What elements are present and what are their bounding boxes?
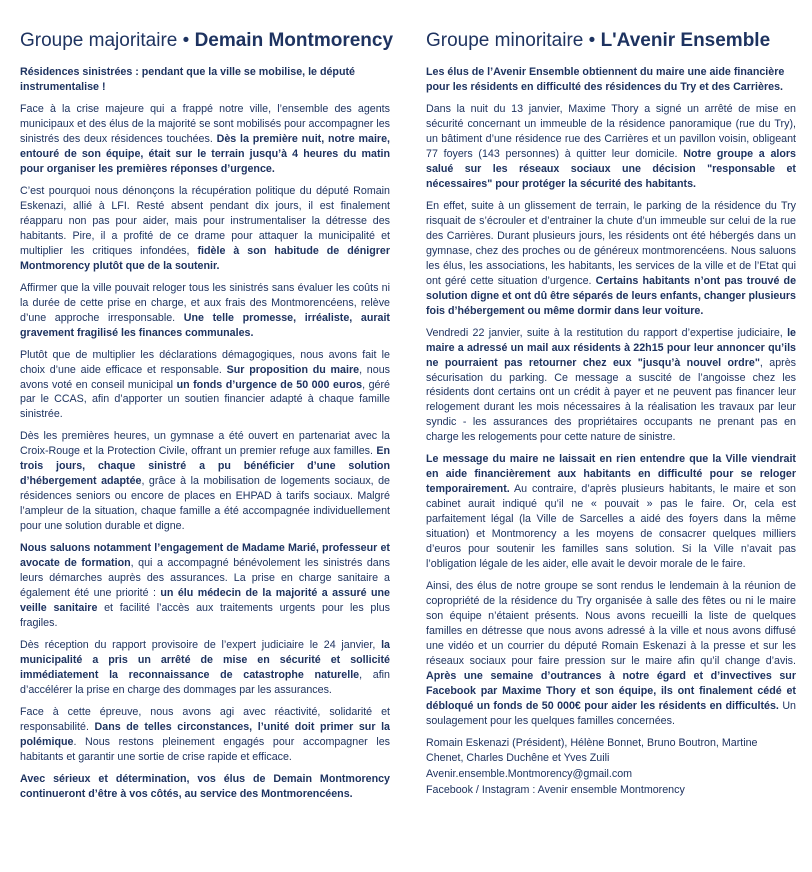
minority-paragraph-3: Vendredi 22 janvier, suite à la restitution du rapport d’expertise judiciaire, le maire a adressé un mail aux résidents à 22h15 pour leur annoncer qu’ils ne pourraient pas retourner chez eux "jusqu’à nouvel ordre", après sécurisation du parking. Ce message a suscité de l’angoisse chez les résidents dont certains ont un crédit à payer et ne peuvent pas financer leur relogement durant les mois nécessaires à la réalisation les travaux par leur syndic - les assurances des propriétaires occupants ne prenant pas en charge les relogements pour cette nature de sinistre. <box>426 326 796 444</box>
minority-paragraph-5: Ainsi, des élus de notre groupe se sont rendus le lendemain à la réunion de copropriété de la résidence du Try organisée à salle des fêtes ou ni le maire son équipe n’étaient présents. Nous avons recueilli la liste de quelques familles en détresse que nous avons adressé à la ville et nous avons diffusé une vidéo et un courrier du député Romain Eskenazi à la presse et sur les réseaux sociaux pour faire pression sur le maire afin qu’il change d’avis. Après une semaine d’outrances à notre égard et d’invectives sur Facebook par Maxime Thory et son équipe, ils ont finalement cédé et débloqué un fonds de 50 000€ pour aider les résidents en difficultés. Un soulagement pour les quelques familles concernées. <box>426 580 796 728</box>
majority-heading: Groupe majoritaire • Demain Montmorency <box>20 30 394 51</box>
majority-paragraph-3: Affirmer que la ville pouvait reloger tous les sinistrés sans évaluer les coûts ni la durée de cette prise en charge, et aux frais des Montmorencéens, relève d’une approche irresponsable. Une telle promesse, irréaliste, aurait gravement fragilisé les finances communales. <box>20 281 390 339</box>
majority-closing: Avec sérieux et détermination, vos élus de Demain Montmorency continueront d’être à vos côtés, au service des Montmorencéens. <box>20 773 390 801</box>
majority-paragraph-2: C’est pourquoi nous dénonçons la récupération politique du député Romain Eskenazi, allié à LFI. Resté absent pendant dix jours, il est finalement réapparu non pas pour aider, mais pour instrumentaliser la détresse des habitants. Pire, il a profité de ce drame pour attaquer la municipalité et multiplier les critiques infondées, fidèle à son habitude de dénigrer Montmorency plutôt que de la soutenir. <box>20 184 390 272</box>
minority-heading: Groupe minoritaire • L'Avenir Ensemble <box>426 30 771 51</box>
minority-group-name: L'Avenir Ensemble <box>600 30 771 51</box>
minority-paragraph-2: En effet, suite à un glissement de terrain, le parking de la résidence du Try risquait de s’écrouler et d’entrainer la chute d’un immeuble sur celui de la rue des Carrières. Durant plusieurs jours, les résidents ont été hébergés dans un gymnase, chez des proches ou de généreux montmorencéens. Nous saluons les élus, les associations, les habitants, les services de la ville et de l’Etat qui ont géré cette situation d’urgence. Certains habitants n’ont pas trouvé de solution digne et ont dû être séparés de leurs enfants, changer plusieurs fois d’hébergement ou même dormir dans leur voiture. <box>426 199 797 317</box>
majority-paragraph-5: Dès les premières heures, un gymnase a été ouvert en partenariat avec la Croix-Rouge et la Protection Civile, offrant un premier refuge aux familles. En trois jours, chaque sinistré a pu bénéficier d’une solution d’hébergement adaptée, grâce à la mobilisation de logements sociaux, de résidences seniors ou encore de places en EHPAD à tarifs sociaux. Malgré l’ampleur de la situation, chaque famille a été accompagnée individuellement pour une solution durable et digne. <box>20 430 390 533</box>
minority-paragraph-4: Le message du maire ne laissait en rien entendre que la Ville viendrait en aide financièrement aux habitants en difficulté pour se reloger temporairement. Au contraire, d’après plusieurs habitants, le maire et son cabinet aurait indiqué qu’il ne « pouvait » pas le faire. Or, cela est parfaitement légal (la Ville de Sarcelles a aidé des foyers dans la même situation) et Montmorency a les moyens de consacrer quelques milliers d’euros pour soutenir les familles sans solution. Si la Ville n’avait pas l’obligation légale de les aider, elle avait le devoir morale de le faire. <box>426 453 796 571</box>
majority-lead: Résidences sinistrées : pendant que la ville se mobilise, le député instrumentalise ! <box>20 65 355 93</box>
minority-paragraph-1: Dans la nuit du 13 janvier, Maxime Thory a signé un arrêté de mise en sécurité concernant un immeuble de la résidence panoramique (rue du Try), un bâtiment d’une résidence rue des Carrières et un pavillon voisin, obligeant 77 foyers (143 personnes) à quitter leur domicile. Notre groupe a alors salué sur les réseaux sociaux une décision "responsable et nécessaires" pour protéger la sécurité des habitants. <box>426 102 796 190</box>
minority-email: Avenir.ensemble.Montmorency@gmail.com <box>426 768 633 781</box>
majority-paragraph-6: Nous saluons notamment l’engagement de Madame Marié, professeur et avocate de formation, qui a accompagné bénévolement les sinistrés dans leurs démarches auprès des assurances. La prise en charge sanitaire a également été une priorité : un élu médecin de la majorité a assuré une veille sanitaire et facilité l’accès aux traitements urgents pour les plus fragiles. <box>20 542 391 630</box>
minority-column <box>426 30 796 872</box>
majority-column <box>20 30 394 872</box>
majority-paragraph-8: Face à cette épreuve, nous avons agi avec réactivité, solidarité et responsabilité. Dans de telles circonstances, l’unité doit primer sur la polémique. Nous restons pleinement engagés pour accompagner les habitants et garantir une sortie de crise rapide et efficace. <box>20 706 391 764</box>
minority-lead: Les élus de l’Avenir Ensemble obtiennent du maire une aide financière pour les résidents en difficulté des résidences du Try et des Carrières. <box>426 65 785 93</box>
majority-paragraph-1: Face à la crise majeure qui a frappé notre ville, l’ensemble des agents municipaux et des élus de la majorité se sont mobilisés pour accompagner les sinistrés des deux résidences touchées. Dès la première nuit, notre maire, entouré de son équipe, était sur le terrain jusqu’à 4 heures du matin pour organiser les premières réponses d’urgence. <box>20 102 391 175</box>
minority-signatories: Romain Eskenazi (Président), Hélène Bonnet, Bruno Boutron, Martine Chenet, Charles Duchêne et Yves Zuili <box>426 737 758 765</box>
majority-paragraph-7: Dès réception du rapport provisoire de l’expert judiciaire le 24 janvier, la municipalité a pris un arrêté de mise en sécurité et sollicité immédiatement la reconnaissance de catastrophe naturelle, afin d’accélérer la prise en charge des dommages par les assurances. <box>20 639 390 697</box>
majority-paragraph-4: Plutôt que de multiplier les déclarations démagogiques, nous avons fait le choix d’une aide efficace et responsable. Sur proposition du maire, nous avons voté en conseil municipal un fonds d’urgence de 50 000 euros, géré par le CCAS, afin d’apporter un soutien financier adapté à chaque famille sinistrée. <box>20 348 390 421</box>
majority-group-name: Demain Montmorency <box>194 30 394 51</box>
minority-social: Facebook / Instagram : Avenir ensemble Montmorency <box>426 784 685 797</box>
